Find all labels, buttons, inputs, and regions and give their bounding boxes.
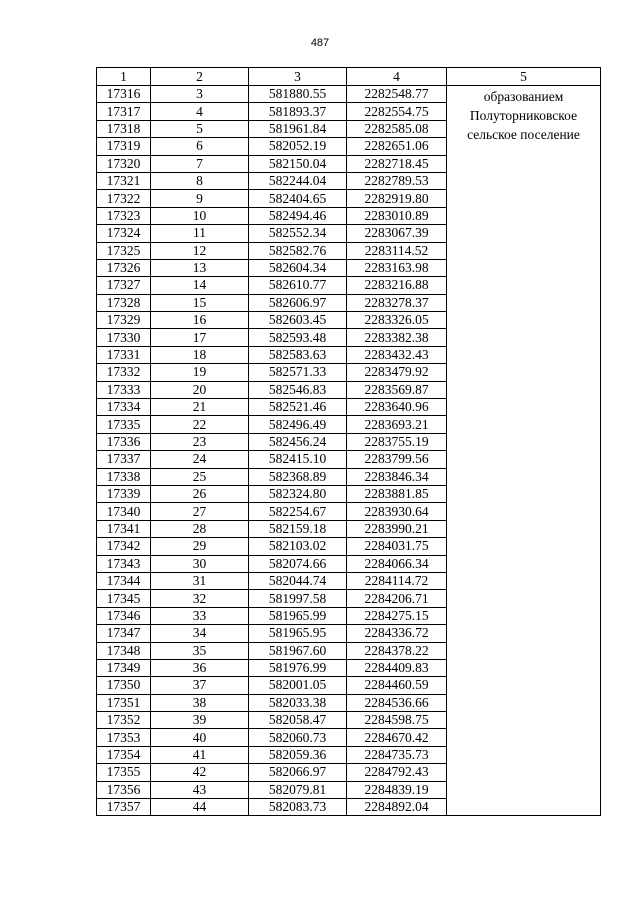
point-number-cell: 17325 (97, 242, 151, 259)
point-number-cell: 17330 (97, 329, 151, 346)
point-number-cell: 17320 (97, 155, 151, 172)
point-number-cell: 17357 (97, 799, 151, 816)
x-coordinate-cell: 582159.18 (249, 520, 347, 537)
x-coordinate-cell: 582610.77 (249, 277, 347, 294)
point-index-cell: 14 (151, 277, 249, 294)
y-coordinate-cell: 2283799.56 (347, 451, 447, 468)
point-number-cell: 17326 (97, 259, 151, 276)
point-index-cell: 7 (151, 155, 249, 172)
y-coordinate-cell: 2283114.52 (347, 242, 447, 259)
point-number-cell: 17339 (97, 485, 151, 502)
point-number-cell: 17333 (97, 381, 151, 398)
point-number-cell: 17317 (97, 103, 151, 120)
y-coordinate-cell: 2283755.19 (347, 433, 447, 450)
point-number-cell: 17336 (97, 433, 151, 450)
x-coordinate-cell: 581893.37 (249, 103, 347, 120)
point-number-cell: 17346 (97, 607, 151, 624)
point-index-cell: 13 (151, 259, 249, 276)
column-header-5: 5 (447, 68, 601, 86)
x-coordinate-cell: 582456.24 (249, 433, 347, 450)
y-coordinate-cell: 2283990.21 (347, 520, 447, 537)
point-index-cell: 28 (151, 520, 249, 537)
y-coordinate-cell: 2284275.15 (347, 607, 447, 624)
point-number-cell: 17316 (97, 86, 151, 103)
y-coordinate-cell: 2283216.88 (347, 277, 447, 294)
point-index-cell: 19 (151, 364, 249, 381)
point-index-cell: 33 (151, 607, 249, 624)
note-line: образованием (483, 89, 564, 104)
y-coordinate-cell: 2284892.04 (347, 799, 447, 816)
note-line: Полуторниковское (469, 108, 578, 123)
y-coordinate-cell: 2283693.21 (347, 416, 447, 433)
column-header-2: 2 (151, 68, 249, 86)
x-coordinate-cell: 582404.65 (249, 190, 347, 207)
x-coordinate-cell: 581997.58 (249, 590, 347, 607)
point-index-cell: 44 (151, 799, 249, 816)
x-coordinate-cell: 582244.04 (249, 172, 347, 189)
point-index-cell: 29 (151, 538, 249, 555)
point-number-cell: 17355 (97, 764, 151, 781)
point-index-cell: 3 (151, 86, 249, 103)
point-number-cell: 17349 (97, 659, 151, 676)
point-number-cell: 17318 (97, 120, 151, 137)
y-coordinate-cell: 2283010.89 (347, 207, 447, 224)
point-number-cell: 17347 (97, 625, 151, 642)
x-coordinate-cell: 582074.66 (249, 555, 347, 572)
point-index-cell: 17 (151, 329, 249, 346)
point-number-cell: 17340 (97, 503, 151, 520)
page-number: 487 (310, 37, 330, 49)
y-coordinate-cell: 2283846.34 (347, 468, 447, 485)
x-coordinate-cell: 582058.47 (249, 712, 347, 729)
point-number-cell: 17334 (97, 399, 151, 416)
y-coordinate-cell: 2284336.72 (347, 625, 447, 642)
x-coordinate-cell: 582060.73 (249, 729, 347, 746)
x-coordinate-cell: 582103.02 (249, 538, 347, 555)
point-index-cell: 22 (151, 416, 249, 433)
y-coordinate-cell: 2284839.19 (347, 781, 447, 798)
y-coordinate-cell: 2284409.83 (347, 659, 447, 676)
point-index-cell: 23 (151, 433, 249, 450)
y-coordinate-cell: 2283382.38 (347, 329, 447, 346)
table-body (97, 86, 601, 816)
point-number-cell: 17342 (97, 538, 151, 555)
y-coordinate-cell: 2284598.75 (347, 712, 447, 729)
y-coordinate-cell: 2282554.75 (347, 103, 447, 120)
point-index-cell: 32 (151, 590, 249, 607)
x-coordinate-cell: 582044.74 (249, 572, 347, 589)
point-number-cell: 17343 (97, 555, 151, 572)
point-index-cell: 4 (151, 103, 249, 120)
point-number-cell: 17354 (97, 746, 151, 763)
note-line: сельское поселение (467, 127, 580, 142)
y-coordinate-cell: 2283640.96 (347, 399, 447, 416)
y-coordinate-cell: 2283326.05 (347, 312, 447, 329)
x-coordinate-cell: 582496.49 (249, 416, 347, 433)
point-number-cell: 17344 (97, 572, 151, 589)
x-coordinate-cell: 582582.76 (249, 242, 347, 259)
point-index-cell: 34 (151, 625, 249, 642)
point-number-cell: 17338 (97, 468, 151, 485)
x-coordinate-cell: 581967.60 (249, 642, 347, 659)
municipality-note-cell (447, 86, 601, 816)
y-coordinate-cell: 2283930.64 (347, 503, 447, 520)
point-index-cell: 18 (151, 346, 249, 363)
point-index-cell: 25 (151, 468, 249, 485)
x-coordinate-cell: 581965.95 (249, 625, 347, 642)
point-index-cell: 6 (151, 138, 249, 155)
coordinates-table (96, 67, 601, 816)
x-coordinate-cell: 582603.45 (249, 312, 347, 329)
y-coordinate-cell: 2282548.77 (347, 86, 447, 103)
x-coordinate-cell: 582059.36 (249, 746, 347, 763)
point-number-cell: 17353 (97, 729, 151, 746)
y-coordinate-cell: 2283432.43 (347, 346, 447, 363)
x-coordinate-cell: 582052.19 (249, 138, 347, 155)
x-coordinate-cell: 582083.73 (249, 799, 347, 816)
point-index-cell: 30 (151, 555, 249, 572)
point-number-cell: 17332 (97, 364, 151, 381)
y-coordinate-cell: 2282585.08 (347, 120, 447, 137)
point-number-cell: 17329 (97, 312, 151, 329)
table-row (97, 86, 601, 103)
point-number-cell: 17341 (97, 520, 151, 537)
x-coordinate-cell: 582415.10 (249, 451, 347, 468)
y-coordinate-cell: 2284536.66 (347, 694, 447, 711)
point-number-cell: 17356 (97, 781, 151, 798)
x-coordinate-cell: 582254.67 (249, 503, 347, 520)
y-coordinate-cell: 2283163.98 (347, 259, 447, 276)
x-coordinate-cell: 581961.84 (249, 120, 347, 137)
point-index-cell: 5 (151, 120, 249, 137)
point-number-cell: 17327 (97, 277, 151, 294)
point-index-cell: 20 (151, 381, 249, 398)
point-index-cell: 42 (151, 764, 249, 781)
table-header-row (97, 68, 601, 86)
point-number-cell: 17322 (97, 190, 151, 207)
column-header-3: 3 (249, 68, 347, 86)
point-index-cell: 11 (151, 225, 249, 242)
x-coordinate-cell: 582066.97 (249, 764, 347, 781)
y-coordinate-cell: 2283278.37 (347, 294, 447, 311)
point-index-cell: 36 (151, 659, 249, 676)
point-index-cell: 27 (151, 503, 249, 520)
x-coordinate-cell: 582368.89 (249, 468, 347, 485)
point-index-cell: 43 (151, 781, 249, 798)
point-number-cell: 17337 (97, 451, 151, 468)
point-index-cell: 26 (151, 485, 249, 502)
point-number-cell: 17328 (97, 294, 151, 311)
point-number-cell: 17352 (97, 712, 151, 729)
point-number-cell: 17348 (97, 642, 151, 659)
x-coordinate-cell: 582552.34 (249, 225, 347, 242)
x-coordinate-cell: 582033.38 (249, 694, 347, 711)
x-coordinate-cell: 582546.83 (249, 381, 347, 398)
point-index-cell: 24 (151, 451, 249, 468)
y-coordinate-cell: 2282789.53 (347, 172, 447, 189)
point-index-cell: 31 (151, 572, 249, 589)
x-coordinate-cell: 582001.05 (249, 677, 347, 694)
point-index-cell: 8 (151, 172, 249, 189)
point-number-cell: 17319 (97, 138, 151, 155)
point-index-cell: 15 (151, 294, 249, 311)
y-coordinate-cell: 2284735.73 (347, 746, 447, 763)
point-index-cell: 40 (151, 729, 249, 746)
y-coordinate-cell: 2283067.39 (347, 225, 447, 242)
x-coordinate-cell: 582150.04 (249, 155, 347, 172)
x-coordinate-cell: 582606.97 (249, 294, 347, 311)
x-coordinate-cell: 581965.99 (249, 607, 347, 624)
y-coordinate-cell: 2284378.22 (347, 642, 447, 659)
point-index-cell: 21 (151, 399, 249, 416)
x-coordinate-cell: 581976.99 (249, 659, 347, 676)
point-number-cell: 17321 (97, 172, 151, 189)
point-index-cell: 9 (151, 190, 249, 207)
y-coordinate-cell: 2284206.71 (347, 590, 447, 607)
x-coordinate-cell: 582593.48 (249, 329, 347, 346)
x-coordinate-cell: 581880.55 (249, 86, 347, 103)
y-coordinate-cell: 2283569.87 (347, 381, 447, 398)
column-header-4: 4 (347, 68, 447, 86)
x-coordinate-cell: 582583.63 (249, 346, 347, 363)
y-coordinate-cell: 2284792.43 (347, 764, 447, 781)
x-coordinate-cell: 582571.33 (249, 364, 347, 381)
x-coordinate-cell: 582494.46 (249, 207, 347, 224)
x-coordinate-cell: 582324.80 (249, 485, 347, 502)
y-coordinate-cell: 2284066.34 (347, 555, 447, 572)
point-index-cell: 12 (151, 242, 249, 259)
y-coordinate-cell: 2284114.72 (347, 572, 447, 589)
y-coordinate-cell: 2282718.45 (347, 155, 447, 172)
point-number-cell: 17323 (97, 207, 151, 224)
point-number-cell: 17335 (97, 416, 151, 433)
point-number-cell: 17331 (97, 346, 151, 363)
column-header-1: 1 (97, 68, 151, 86)
point-number-cell: 17351 (97, 694, 151, 711)
point-index-cell: 37 (151, 677, 249, 694)
x-coordinate-cell: 582604.34 (249, 259, 347, 276)
point-number-cell: 17345 (97, 590, 151, 607)
point-index-cell: 16 (151, 312, 249, 329)
x-coordinate-cell: 582521.46 (249, 399, 347, 416)
y-coordinate-cell: 2284670.42 (347, 729, 447, 746)
point-index-cell: 39 (151, 712, 249, 729)
point-number-cell: 17324 (97, 225, 151, 242)
x-coordinate-cell: 582079.81 (249, 781, 347, 798)
y-coordinate-cell: 2284031.75 (347, 538, 447, 555)
point-index-cell: 38 (151, 694, 249, 711)
y-coordinate-cell: 2282919.80 (347, 190, 447, 207)
y-coordinate-cell: 2283881.85 (347, 485, 447, 502)
point-index-cell: 41 (151, 746, 249, 763)
y-coordinate-cell: 2282651.06 (347, 138, 447, 155)
y-coordinate-cell: 2283479.92 (347, 364, 447, 381)
point-index-cell: 10 (151, 207, 249, 224)
y-coordinate-cell: 2284460.59 (347, 677, 447, 694)
point-number-cell: 17350 (97, 677, 151, 694)
point-index-cell: 35 (151, 642, 249, 659)
